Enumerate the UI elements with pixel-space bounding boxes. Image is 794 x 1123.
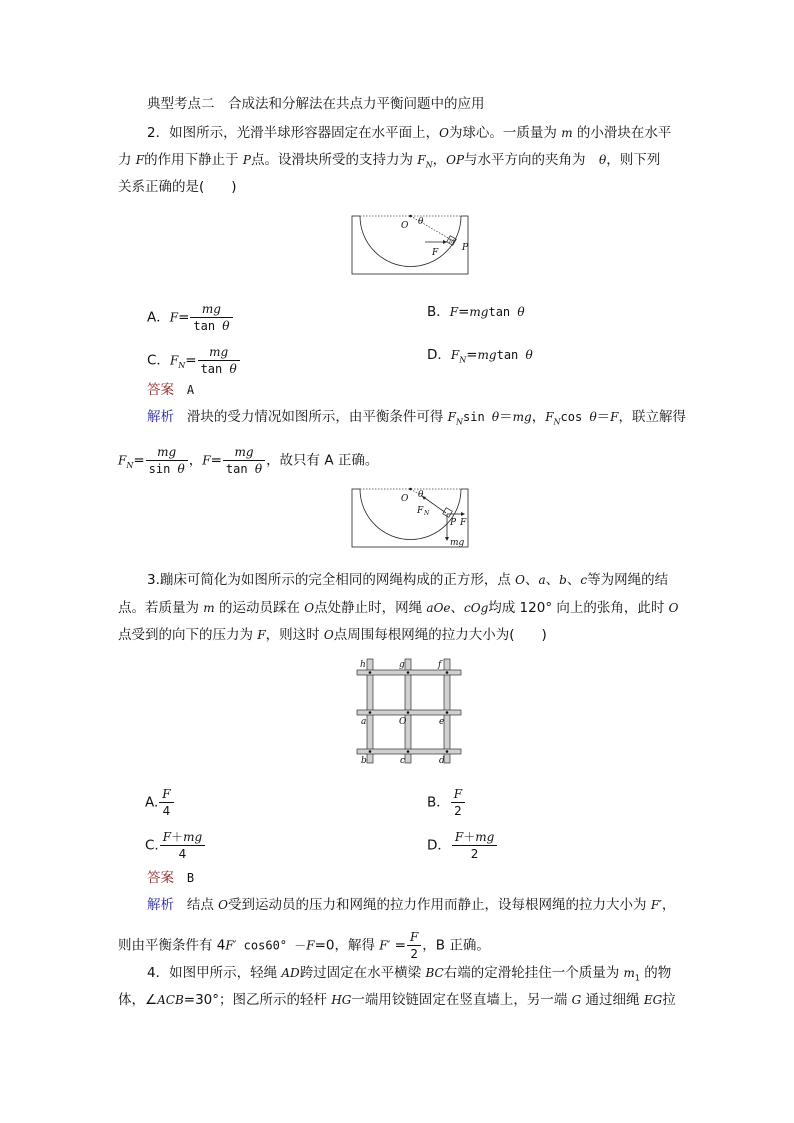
text-segment: 结点	[186, 897, 219, 913]
q2-option-c	[147, 344, 241, 377]
text-segment: cos60° －	[236, 938, 307, 953]
denominator	[146, 461, 188, 477]
numerator	[190, 301, 232, 318]
text-segment: 4．如图甲所示，轻绳	[147, 965, 282, 981]
q3-line-3	[118, 626, 547, 644]
text-segment: ，	[531, 409, 546, 425]
text-segment: 跨过固定在水平横梁	[299, 965, 426, 981]
q3-option-a	[145, 786, 175, 819]
math-variable: AD	[281, 966, 300, 980]
math-variable: m	[623, 966, 635, 980]
label-mg: mg	[450, 538, 465, 548]
text-segment: 2	[470, 847, 479, 861]
math-variable: F	[447, 410, 456, 424]
math-variable: O	[218, 898, 229, 912]
math-variable: θ	[517, 305, 525, 319]
math-variable: θ	[177, 462, 185, 476]
label-a: a	[361, 717, 367, 727]
text-segment: =	[390, 937, 406, 954]
text-segment: D．	[427, 347, 451, 363]
q3-option-d	[427, 829, 498, 862]
text-segment: =	[185, 352, 197, 369]
text-segment: ，	[188, 452, 203, 469]
text-segment: tan	[488, 305, 518, 319]
q2-explanation-2	[118, 444, 378, 477]
math-variable: G	[571, 993, 582, 1007]
q2-force-diagram	[350, 485, 472, 551]
explanation-text	[187, 409, 686, 425]
fraction	[407, 929, 421, 962]
fraction	[452, 829, 497, 862]
explanation-label: 解析	[147, 897, 174, 913]
math-variable: mg	[234, 445, 254, 459]
math-variable: θ	[525, 348, 533, 362]
q3-line-1	[147, 571, 668, 589]
text-segment: 与水平方向的夹角为	[464, 152, 600, 168]
math-variable: F	[450, 348, 460, 362]
math-variable: c	[580, 573, 588, 587]
text-segment: 体，∠	[118, 992, 158, 1008]
math-variable: mg	[209, 345, 229, 359]
math-variable: mg	[469, 305, 489, 319]
math-variable: F	[449, 305, 459, 319]
denominator	[190, 318, 232, 334]
text-segment: tan	[193, 319, 223, 333]
label-FN-sub: N	[424, 510, 430, 517]
label-O: O	[401, 221, 409, 231]
text-segment: ，故只有 A 正确。	[266, 452, 379, 469]
text-segment: tan	[496, 348, 526, 362]
q3-answer	[147, 869, 194, 887]
math-variable: O	[439, 126, 449, 140]
text-segment: D．	[427, 837, 451, 854]
text-segment: 等为网绳的结	[587, 572, 669, 588]
text-segment: 拉	[662, 992, 676, 1008]
text-segment: C．	[147, 352, 170, 369]
text-segment: 则由平衡条件有 4	[118, 937, 226, 954]
math-variable: O	[304, 601, 315, 615]
label-theta: θ	[418, 490, 424, 500]
text-segment: sin	[148, 462, 178, 476]
text-segment: 1	[634, 973, 640, 983]
q3-option-b	[427, 786, 466, 819]
text-segment: 的运动员踩在	[214, 600, 305, 616]
math-variable: F	[453, 787, 463, 801]
label-m: m	[449, 238, 455, 245]
text-segment: 、	[566, 572, 581, 588]
text-segment: 关系正确的是( )	[118, 179, 237, 195]
math-variable: F	[610, 410, 619, 424]
math-variable: N	[459, 355, 467, 365]
math-variable: O	[515, 573, 526, 587]
text-segment: =0，解得	[314, 937, 380, 954]
denominator	[451, 803, 465, 819]
math-variable: mg	[477, 348, 497, 362]
label-h: h	[360, 660, 366, 670]
text-segment: ，B 正确。	[422, 937, 490, 954]
label-e: e	[439, 717, 445, 727]
text-segment: 受到运动员的压力和网绳的拉力作用而静止，设每根网绳的拉力大小为	[228, 897, 651, 913]
fraction	[451, 786, 465, 819]
text-segment: 点周围每根网绳的拉力大小为( )	[333, 627, 547, 643]
numerator	[159, 786, 173, 803]
math-variable: F	[306, 938, 315, 953]
math-variable: F	[169, 353, 179, 368]
math-variable: BC	[425, 966, 444, 980]
math-variable: a	[538, 573, 546, 587]
text-segment: ，	[661, 897, 676, 913]
text-segment: ＝	[499, 409, 513, 425]
text-segment: 2	[454, 804, 462, 818]
text-segment: sin	[463, 410, 492, 424]
math-variable: N	[425, 160, 433, 170]
text-segment: 点。若质量为	[118, 600, 204, 616]
math-variable: OP	[446, 153, 465, 167]
answer-label: 答案	[147, 382, 174, 398]
text-segment: =	[178, 309, 190, 326]
math-variable: b	[559, 573, 567, 587]
denominator	[160, 846, 205, 862]
text-segment: 点处静止时，网绳	[314, 600, 427, 616]
text-segment: 力	[118, 152, 136, 168]
q3-explanation-2	[118, 929, 490, 962]
explanation-text	[187, 897, 676, 913]
text-segment: ，联立解得	[618, 409, 686, 425]
math-variable: mg	[157, 445, 177, 459]
math-variable: F	[162, 787, 171, 801]
text-segment: ，则下列	[606, 152, 661, 168]
text-segment: 右端的定滑轮挂住一个质量为	[443, 965, 624, 981]
text-segment: 一端用铰链固定在竖直墙上，另一端	[351, 992, 572, 1008]
trampoline-net-figure	[355, 655, 467, 767]
math-variable: m	[561, 126, 573, 140]
math-variable: O	[323, 628, 334, 642]
label-b: b	[361, 756, 367, 766]
text-segment: =30°；图乙所示的轻杆	[183, 992, 332, 1008]
text-segment: C.	[145, 837, 159, 854]
math-variable: F	[409, 930, 419, 944]
text-segment: 、	[545, 572, 560, 588]
label-f: f	[438, 660, 442, 670]
math-variable: F	[202, 453, 211, 468]
math-variable: θ	[229, 362, 237, 376]
text-segment: 2	[410, 947, 418, 961]
text-segment: ＝	[596, 409, 611, 425]
math-variable: N	[553, 417, 561, 427]
text-segment: 4	[162, 804, 171, 818]
label-P: P	[462, 243, 469, 253]
math-variable: F	[454, 830, 464, 844]
q3-option-c	[145, 829, 206, 862]
label-d: d	[439, 756, 445, 766]
math-variable: aOe	[426, 601, 451, 615]
text-segment: 、	[450, 600, 465, 616]
text-segment: A.	[145, 794, 159, 811]
text-segment: tan	[225, 462, 255, 476]
text-segment: 的作用下静止于	[144, 152, 243, 168]
fraction	[198, 344, 240, 377]
math-variable: F	[162, 830, 172, 844]
text-segment: cos	[560, 410, 590, 424]
math-variable: θ	[491, 410, 500, 424]
denominator	[407, 946, 421, 962]
math-variable: P	[242, 153, 251, 167]
numerator	[198, 344, 240, 361]
math-variable: cOg	[464, 601, 489, 615]
math-variable: N	[126, 461, 134, 471]
text-segment: ，则这时	[265, 627, 324, 643]
numerator	[146, 444, 188, 461]
text-segment: 的小滑块在水平	[572, 125, 672, 141]
q2-hemisphere-figure	[350, 212, 472, 276]
label-F: F	[460, 518, 467, 528]
explanation-label: 解析	[147, 409, 174, 425]
math-variable: mg	[201, 302, 221, 316]
math-variable: N	[456, 417, 463, 427]
text-segment: =	[466, 347, 478, 363]
q2-option-b	[427, 303, 525, 321]
text-segment: ＋	[171, 830, 184, 844]
q3-explanation-1	[147, 896, 675, 914]
math-variable: F	[545, 410, 554, 424]
denominator	[223, 461, 265, 477]
q2-answer	[147, 381, 194, 399]
math-variable: F	[118, 453, 127, 468]
label-F: F	[432, 248, 439, 258]
fraction	[159, 786, 173, 819]
label-FN: F	[417, 506, 424, 516]
math-variable: HG	[331, 993, 352, 1007]
text-segment: 点。设滑块所受的支持力为	[251, 152, 418, 168]
label-O: O	[399, 717, 407, 727]
text-segment: 4	[178, 847, 187, 861]
q4-line-1	[147, 964, 671, 988]
math-variable: θ	[222, 319, 230, 333]
answer-value: B	[186, 871, 195, 885]
q2-line-1	[147, 124, 671, 142]
q4-line-2	[118, 991, 676, 1009]
section-title: 典型考点二 合成法和分解法在共点力平衡问题中的应用	[147, 96, 485, 112]
q2-option-d	[427, 346, 533, 370]
fraction	[223, 444, 265, 477]
text-segment: =	[210, 452, 222, 469]
math-variable: EG	[643, 993, 663, 1007]
fraction	[146, 444, 188, 477]
text-segment: 均成 120° 向上的张角，此时	[488, 600, 669, 616]
math-variable: ACB	[157, 993, 184, 1007]
q2-line-3	[118, 178, 237, 196]
math-variable: θ	[599, 153, 607, 167]
text-segment: ＋	[463, 830, 476, 844]
math-variable: θ	[254, 462, 263, 476]
math-variable: O	[668, 601, 679, 615]
text-segment: B．	[427, 304, 450, 320]
numerator	[452, 829, 497, 846]
text-segment: ，	[432, 152, 447, 168]
text-segment: 的物	[640, 965, 672, 981]
math-variable: F′	[650, 898, 662, 912]
text-segment: tan	[200, 362, 230, 376]
text-segment: 点受到的向下的压力为	[118, 627, 258, 643]
label-P: P	[450, 518, 457, 528]
answer-label: 答案	[147, 870, 174, 886]
text-segment: A．	[147, 309, 170, 326]
math-variable: F	[257, 628, 266, 642]
fraction	[190, 301, 232, 334]
math-variable: F′	[379, 938, 391, 953]
q2-option-a	[147, 301, 234, 334]
label-theta: θ	[418, 217, 424, 227]
label-O: O	[401, 494, 409, 504]
math-variable: F′	[225, 938, 237, 953]
text-segment: 通过细绳	[581, 992, 644, 1008]
answer-value: A	[186, 383, 195, 397]
numerator	[451, 786, 465, 803]
math-variable: F	[135, 153, 145, 167]
fraction	[160, 829, 205, 862]
denominator	[198, 361, 240, 377]
math-variable: θ	[589, 410, 597, 424]
label-g: g	[399, 660, 405, 670]
math-variable: mg	[475, 830, 495, 844]
q3-line-2	[118, 599, 679, 617]
text-segment: 3.蹦床可简化为如图所示的完全相同的网绳构成的正方形，点	[147, 572, 516, 588]
denominator	[159, 803, 173, 819]
q2-line-2	[118, 151, 660, 175]
text-segment: 为球心。一质量为	[448, 125, 562, 141]
numerator	[160, 829, 205, 846]
math-variable: mg	[183, 830, 203, 844]
denominator	[452, 846, 497, 862]
text-segment: 滑块的受力情况如图所示，由平衡条件可得	[186, 409, 448, 425]
math-variable: F	[169, 310, 179, 325]
math-variable: m	[203, 601, 215, 615]
math-variable: mg	[512, 410, 532, 424]
text-segment: =	[458, 304, 470, 320]
label-c: c	[400, 756, 406, 766]
text-segment: B．	[427, 794, 450, 811]
text-segment: 、	[525, 572, 539, 588]
math-variable: N	[178, 361, 186, 371]
text-segment: =	[133, 452, 145, 469]
numerator	[223, 444, 265, 461]
text-segment: 2．如图所示，光滑半球形容器固定在水平面上，	[147, 125, 440, 141]
numerator	[407, 929, 421, 946]
math-variable: F	[417, 153, 426, 167]
q2-explanation-1	[147, 408, 686, 432]
